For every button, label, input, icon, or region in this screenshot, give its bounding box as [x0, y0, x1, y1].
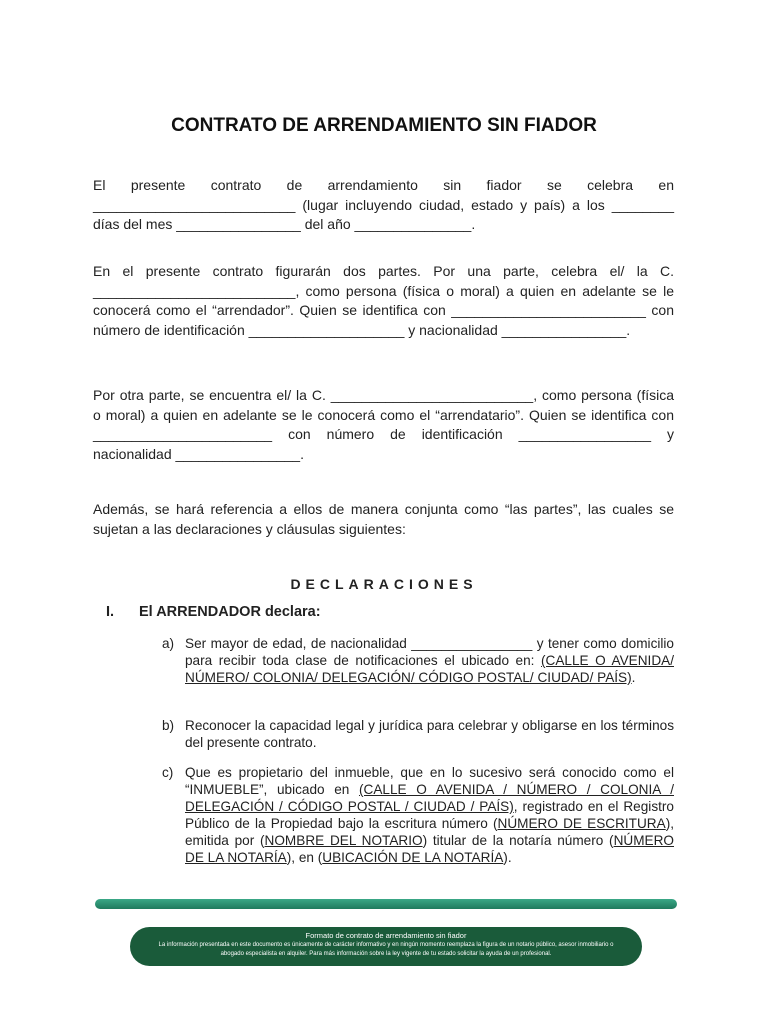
- item-label: c): [162, 765, 174, 780]
- item-text-part: Ser mayor de edad, de nacionalidad ________________ y tener como domicilio para recibir toda clase de notificaciones el ubicado en:: [185, 636, 674, 668]
- placeholder-notaria-ubicacion: UBICACIÓN DE LA NOTARÍA: [322, 850, 504, 865]
- item-text-part: Que es propietario del inmueble, que en lo sucesivo será conocido como el “INMUEBLE”, ubicado en: [185, 765, 674, 797]
- declaration-item-b: [162, 717, 674, 751]
- item-text-part: ).: [503, 850, 512, 865]
- paragraph-arrendatario: Por otra parte, se encuentra el/ la C. __________________________, como persona (física o moral) a quien en adelante se le conocerá como el “arrendatario”. Quien se identifica con _______________________ con número de identificación _________________ y nacionalidad ________________.: [93, 387, 674, 462]
- item-text: [185, 764, 674, 866]
- item-text-part: , registrado en el Registro Público de la Propiedad bajo la escritura número (: [185, 799, 674, 831]
- placeholder-address: (CALLE O AVENIDA/ NÚMERO/ COLONIA/ DELEGACIÓN/ CÓDIGO POSTAL/ CIUDAD/ PAÍS): [185, 653, 674, 685]
- paragraph-intro: El presente contrato de arrendamiento sin fiador se celebra en __________________________ (lugar incluyendo ciudad, estado y país) a los ________ días del mes ________________ del año _______________.: [93, 177, 674, 232]
- item-text-part: ) titular de la notaría número (: [422, 833, 614, 848]
- section-arrendador: [106, 604, 321, 620]
- declaration-item-a: [162, 635, 674, 686]
- footer-text: La información presentada en este documento es únicamente de carácter informativo y en ningún momento reemplaza la figura de un notario público, asesor inmobiliario o abogado especialista en alquiler. Para más información sobre la ley vigente de tu estado solicitar la ayuda de un profesional.: [158, 942, 614, 957]
- item-text-part: ), emitida por (: [185, 816, 675, 848]
- footer-title: Formato de contrato de arrendamiento sin fiador: [305, 931, 467, 940]
- item-label: b): [162, 718, 175, 733]
- section-number: I.: [106, 604, 115, 620]
- placeholder-address: (CALLE O AVENIDA / NÚMERO / COLONIA / DELEGACIÓN / CÓDIGO POSTAL / CIUDAD / PAÍS): [185, 782, 674, 814]
- footer-disclaimer: [130, 927, 642, 966]
- placeholder-escritura: NÚMERO DE ESCRITURA: [497, 816, 666, 831]
- placeholder-notaria-numero: NÚMERO DE LA NOTARÍA: [185, 833, 674, 865]
- declaraciones-heading: DECLARACIONES: [290, 576, 478, 592]
- declaration-item-c: [162, 764, 674, 866]
- item-text: [185, 635, 674, 686]
- footer-divider-bar: [95, 899, 677, 909]
- paragraph-arrendador: En el presente contrato figurarán dos partes. Por una parte, celebra el/ la C. __________________________, como persona (física o moral) a quien en adelante se le conocerá como el “arrendador”. Quien se identifica con _________________________ con número de identificación ____________________ y nacionalidad ________________.: [93, 263, 674, 338]
- document-title: CONTRATO DE ARRENDAMIENTO SIN FIADOR: [171, 115, 597, 136]
- placeholder-notario: NOMBRE DEL NOTARIO: [264, 833, 423, 848]
- paragraph-partes: Además, se hará referencia a ellos de manera conjunta como “las partes”, las cuales se sujetan a las declaraciones y cláusulas siguientes:: [93, 501, 674, 537]
- item-text-part: ), en (: [286, 850, 323, 865]
- item-text-part: .: [631, 670, 636, 685]
- item-text: Reconocer la capacidad legal y jurídica para celebrar y obligarse en los términos del presente contrato.: [185, 718, 674, 750]
- section-title: El ARRENDADOR declara:: [139, 604, 321, 620]
- item-label: a): [162, 636, 175, 651]
